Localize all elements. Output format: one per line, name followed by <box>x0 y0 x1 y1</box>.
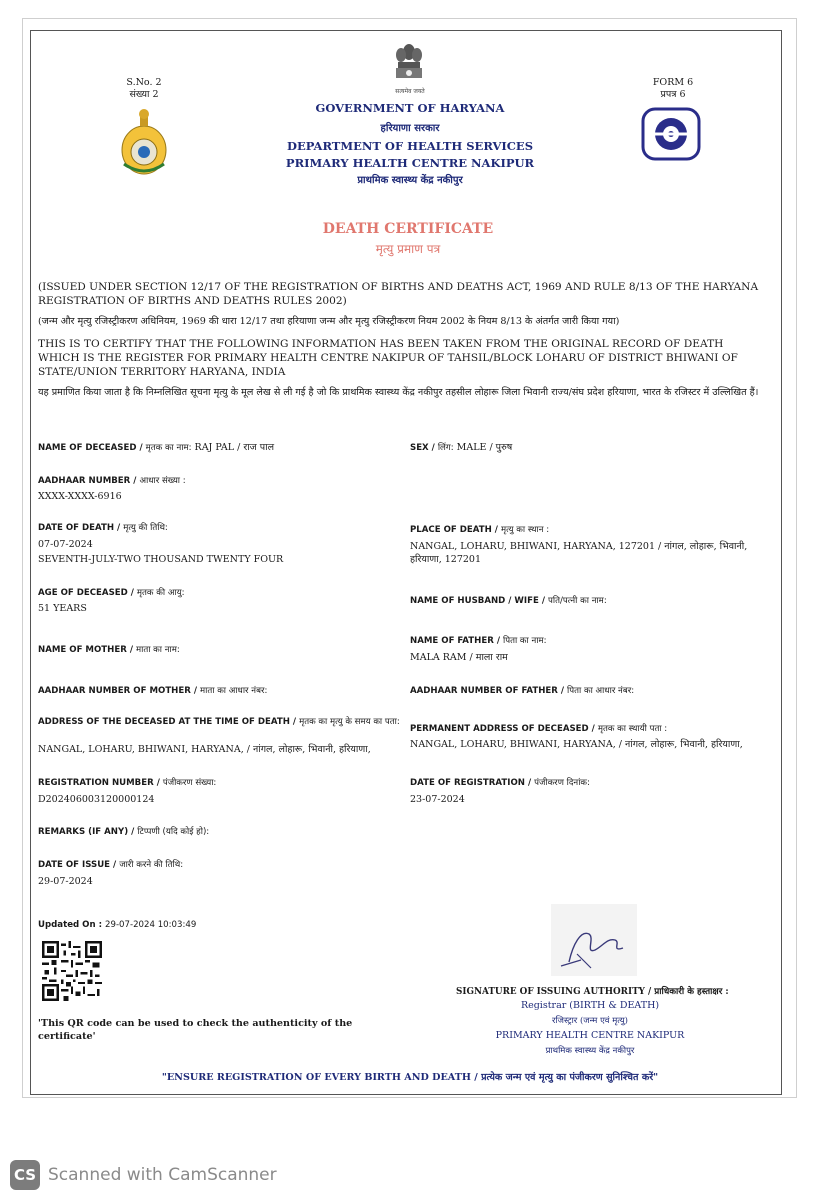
regno-label-en: REGISTRATION NUMBER <box>38 778 154 788</box>
updated-on <box>38 920 196 930</box>
pod-label-en: PLACE OF DEATH <box>410 525 492 535</box>
address-value: NANGAL, LOHARU, BHIWANI, HARYANA, / नांगल, लोहारू, भिवानी, हरियाणा, <box>38 744 371 755</box>
camscanner-logo-icon: CS <box>10 1160 40 1190</box>
registrar-hi: रजिस्ट्रार (जन्म एवं मृत्यु) <box>552 1016 628 1026</box>
sex-label-hi: लिंग: <box>437 443 454 453</box>
registration-number-label: REGISTRATION NUMBER / पंजीकरण संख्या: <box>38 778 217 788</box>
regno-label-hi: पंजीकरण संख्या: <box>162 778 217 788</box>
issued-under-hi: (जन्म और मृत्यु रजिस्ट्रीकरण अधिनियम, 1969 की धारा 12/17 तथा हरियाणा जन्म और मृत्यु रजिस्ट्रीकरण नियम 2002 के नियम 8/13 के अंतर्गत जारी किया गया) <box>38 316 620 327</box>
mother-label: NAME OF MOTHER / माता का नाम: <box>38 645 180 655</box>
qr-code-icon[interactable] <box>42 941 102 1001</box>
updated-value: 29-07-2024 10:03:49 <box>105 920 197 930</box>
aadhaar-father-label-en: AADHAAR NUMBER OF FATHER <box>410 686 558 696</box>
serial-number <box>114 77 174 101</box>
date-of-issue-label: DATE OF ISSUE / जारी करने की तिथि: <box>38 860 184 870</box>
remarks-label-hi: टिप्पणी (यदि कोई हो): <box>137 827 210 837</box>
form-number-en: FORM 6 <box>652 77 694 88</box>
serial-number-hi: संख्या 2 <box>129 89 159 100</box>
father-label-hi: पिता का नाम: <box>502 636 547 646</box>
form-number-hi: प्रपत्र 6 <box>660 89 686 100</box>
certificate-title-hi: मृत्यु प्रमाण पत्र <box>375 242 441 256</box>
department-title: DEPARTMENT OF HEALTH SERVICES <box>286 139 533 153</box>
mother-label-hi: माता का नाम: <box>135 645 180 655</box>
perm-label-en: PERMANENT ADDRESS OF DECEASED <box>410 724 589 734</box>
aadhaar-label: AADHAAR NUMBER / आधार संख्या : <box>38 476 186 486</box>
govt-title-en: GOVERNMENT OF HARYANA <box>315 101 505 115</box>
serial-number-en: S.No. 2 <box>126 77 162 88</box>
spouse-label: NAME OF HUSBAND / WIFE / पति/पत्नी का नाम: <box>410 596 607 606</box>
father-label: NAME OF FATHER / पिता का नाम: <box>410 636 547 646</box>
date-of-death-label: DATE OF DEATH / मृत्यु की तिथि: <box>38 523 168 533</box>
issuing-centre-en: PRIMARY HEALTH CENTRE NAKIPUR <box>495 1030 685 1041</box>
name-label-en: NAME OF DECEASED <box>38 443 137 453</box>
name-of-deceased-label: NAME OF DECEASED / मृतक का नाम: RAJ PAL / राज पाल <box>38 442 275 453</box>
dod-label-hi: मृत्यु की तिथि: <box>123 523 168 533</box>
form-number <box>643 77 703 101</box>
sex-label: SEX / लिंग: MALE / पुरुष <box>410 442 513 453</box>
dor-label-en: DATE OF REGISTRATION <box>410 778 525 788</box>
aadhaar-father-label-hi: पिता का आधार नंबर: <box>567 686 635 696</box>
haryana-emblem-icon <box>118 108 170 178</box>
name-label-hi: मृतक का नाम: <box>145 443 192 453</box>
registration-logo-icon <box>640 106 702 162</box>
age-label: AGE OF DECEASED / मृतक की आयु: <box>38 588 185 598</box>
perm-label-hi: मृतक का स्थायी पता : <box>597 724 668 734</box>
date-of-death-value: 07-07-2024 <box>38 539 93 550</box>
father-label-en: NAME OF FATHER <box>410 636 494 646</box>
aadhaar-father-label: AADHAAR NUMBER OF FATHER / पिता का आधार नंबर: <box>410 686 635 696</box>
centre-title-hi: प्राथमिक स्वास्थ्य केंद्र नकीपुर <box>357 175 463 186</box>
dor-label-hi: पंजीकरण दिनांक: <box>534 778 590 788</box>
signature-image <box>551 904 637 976</box>
registration-date-label: DATE OF REGISTRATION / पंजीकरण दिनांक: <box>410 778 590 788</box>
govt-title-hi: हरियाणा सरकार <box>380 123 440 134</box>
spouse-label-hi: पति/पत्नी का नाम: <box>547 596 607 606</box>
spouse-label-en: NAME OF HUSBAND / WIFE <box>410 596 539 606</box>
age-value: 51 YEARS <box>38 603 87 614</box>
aadhaar-value: XXXX-XXXX-6916 <box>38 491 122 502</box>
registration-number-value: D202406003120000124 <box>38 794 155 805</box>
certify-statement-en: THIS IS TO CERTIFY THAT THE FOLLOWING INFORMATION HAS BEEN TAKEN FROM THE ORIGINAL RECORD OF DEATH WHICH IS THE REGISTER FOR PRIMARY HEALTH CENTRE NAKIPUR OF TAHSIL/BLOCK LOHARU OF DISTRICT BHIWANI OF STATE/UNION TERRITORY HARYANA, INDIA <box>38 338 738 378</box>
address-label-en: ADDRESS OF THE DECEASED AT THE TIME OF DEATH <box>38 717 290 727</box>
aadhaar-label-hi: आधार संख्या : <box>139 476 186 486</box>
camscanner-watermark: Scanned with CamScanner <box>48 1165 277 1185</box>
doi-label-en: DATE OF ISSUE <box>38 860 111 870</box>
signature-label: SIGNATURE OF ISSUING AUTHORITY / प्राधिकारी के हस्ताक्षर : <box>456 987 729 997</box>
aadhaar-mother-label-en: AADHAAR NUMBER OF MOTHER <box>38 686 191 696</box>
permanent-address-value: NANGAL, LOHARU, BHIWANI, HARYANA, / नांगल, लोहारू, भिवानी, हरियाणा, <box>410 739 743 750</box>
national-emblem-icon <box>394 42 424 88</box>
date-of-issue-value: 29-07-2024 <box>38 876 93 887</box>
issued-under-en: (ISSUED UNDER SECTION 12/17 OF THE REGISTRATION OF BIRTHS AND DEATHS ACT, 1969 AND RULE 8/13 OF THE HARYANA REGISTRATION OF BIRTHS AND DEATHS RULES 2002) <box>38 281 759 307</box>
qr-note: 'This QR code can be used to check the authenticity of the certificate' <box>38 1018 353 1042</box>
aadhaar-mother-label: AADHAAR NUMBER OF MOTHER / माता का आधार नंबर: <box>38 686 268 696</box>
permanent-address-label: PERMANENT ADDRESS OF DECEASED / मृतक का स्थायी पता : <box>410 724 668 734</box>
pod-label-hi: मृत्यु का स्थान : <box>500 525 550 535</box>
aadhaar-mother-label-hi: माता का आधार नंबर: <box>199 686 268 696</box>
remarks-label-en: REMARKS (IF ANY) <box>38 827 129 837</box>
remarks-label: REMARKS (IF ANY) / टिप्पणी (यदि कोई हो): <box>38 827 210 837</box>
updated-label: Updated On : <box>38 920 103 930</box>
date-of-death-words: SEVENTH-JULY-TWO THOUSAND TWENTY FOUR <box>38 554 284 565</box>
doi-label-hi: जारी करने की तिथि: <box>119 860 184 870</box>
dod-label-en: DATE OF DEATH <box>38 523 115 533</box>
mother-label-en: NAME OF MOTHER <box>38 645 127 655</box>
registrar-en: Registrar (BIRTH & DEATH) <box>520 1000 660 1011</box>
emblem-motto: सत्यमेव जयते <box>395 88 425 95</box>
certificate-title-en: DEATH CERTIFICATE <box>322 221 494 237</box>
place-of-death-label: PLACE OF DEATH / मृत्यु का स्थान : <box>410 525 550 535</box>
father-value: MALA RAM / माला राम <box>410 652 508 663</box>
aadhaar-label-en: AADHAAR NUMBER <box>38 476 131 486</box>
registration-date-value: 23-07-2024 <box>410 794 465 805</box>
address-label: ADDRESS OF THE DECEASED AT THE TIME OF DEATH / मृतक का मृत्यु के समय का पता: <box>38 717 400 727</box>
certify-statement-hi: यह प्रमाणित किया जाता है कि निम्नलिखित सूचना मृत्यु के मूल लेख से ली गई है जो कि प्राथमिक स्वास्थ्य केंद्र नकीपुर तहसील लोहारू जिला भिवानी राज्य/संघ प्रदेश हरियाणा, भारत के रजिस्टर में उल्लिखित हैं। <box>38 387 759 398</box>
centre-title-en: PRIMARY HEALTH CENTRE NAKIPUR <box>285 156 535 170</box>
sex-value: MALE / पुरुष <box>456 442 513 453</box>
issuing-centre-hi: प्राथमिक स्वास्थ्य केंद्र नकीपुर <box>545 1046 635 1056</box>
sex-label-en: SEX <box>410 443 429 453</box>
name-of-deceased-value: RAJ PAL / राज पाल <box>194 442 275 453</box>
place-of-death-value: NANGAL, LOHARU, BHIWANI, HARYANA, 127201 / नांगल, लोहारू, भिवानी, हरियाणा, 127201 <box>410 541 748 565</box>
age-label-en: AGE OF DECEASED <box>38 588 128 598</box>
registration-slogan: "ENSURE REGISTRATION OF EVERY BIRTH AND DEATH / प्रत्येक जन्म एवं मृत्यु का पंजीकरण सुनिश्चित करें" <box>161 1072 659 1083</box>
age-label-hi: मृतक की आयु: <box>136 588 185 598</box>
address-label-hi: मृतक का मृत्यु के समय का पता: <box>299 717 400 727</box>
